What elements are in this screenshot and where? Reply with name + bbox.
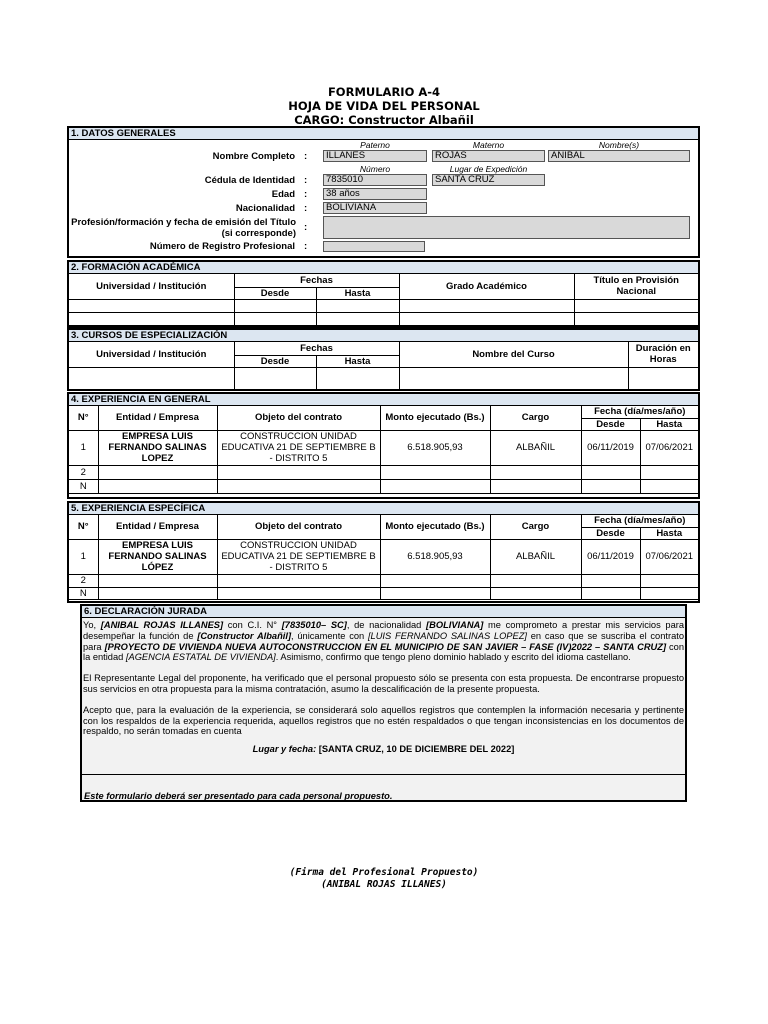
header-entidad: Entidad / Empresa: [98, 515, 217, 539]
project-name: [PROYECTO DE VIVIENDA NUEVA AUTOCONSTRUCCION EN EL MUNICIPIO DE SAN JAVIER – FASE (IV)2022 – SANTA CRUZ]: [104, 641, 667, 652]
colon: :: [304, 222, 308, 233]
declarant-ci: [7835010– SC]: [281, 620, 347, 630]
header-entidad: Entidad / Empresa: [98, 406, 217, 430]
form-title: HOJA DE VIDA DEL PERSONAL: [288, 99, 480, 113]
field-paterno: ILLANES: [323, 150, 427, 162]
header-fecha: Fecha (día/mes/año): [581, 515, 698, 527]
cell-cargo: ALBAÑIL: [490, 539, 581, 574]
caption-lugar-expedicion: Lugar de Expedición: [449, 164, 528, 174]
header-universidad: Universidad / Institución: [69, 274, 234, 299]
text: Yo,: [83, 620, 101, 630]
lugar-fecha: [83, 744, 684, 755]
declaration-paragraph-3: Acepto que, para la evaluación de la experiencia, se considerará solo aquellos registros que contemplen la información necesaria y pertinente con los respaldos de la experiencia requerida, aquellos registros que no estén respaldados o que tengan inconsistencias en los documentos de respaldo, no serán tomadas en cuenta: [83, 704, 684, 737]
cell-hasta: 07/06/2021: [640, 430, 698, 465]
label-edad: Edad: [271, 189, 295, 200]
section-formacion-academica: [67, 260, 700, 328]
table-row: [69, 587, 698, 599]
field-materno: ROJAS: [432, 150, 545, 162]
lugar-fecha-value: [SANTA CRUZ, 10 DE DICIEMBRE DEL 2022]: [316, 744, 515, 755]
field-lugar: SANTA CRUZ: [432, 174, 545, 186]
text: me comprometo a prestar mis servicios para desempeñar la función de: [83, 620, 685, 641]
header-curso: Nombre del Curso: [399, 342, 628, 367]
field-registro: [323, 241, 425, 252]
header-monto: Monto ejecutado (Bs.): [380, 406, 490, 430]
declaration-paragraph-1: [83, 620, 684, 663]
text: en caso que se suscriba el contrato para: [83, 630, 684, 652]
field-edad: 38 años: [323, 188, 427, 200]
text: , de nacionalidad: [346, 620, 427, 630]
header-titulo: Título en Provisión Nacional: [574, 274, 698, 299]
header-hasta: Hasta: [316, 355, 399, 367]
text: . Asimismo, confirmo que tengo pleno dominio hablado y escrito del idioma castellano.: [275, 652, 631, 663]
header-fecha: Fecha (día/mes/año): [581, 406, 698, 418]
header-objeto: Objeto del contrato: [217, 406, 380, 430]
header-monto: Monto ejecutado (Bs.): [380, 515, 490, 539]
cell-desde: 06/11/2019: [581, 430, 640, 465]
form-title-block: [0, 85, 768, 127]
text: con la entidad: [83, 641, 684, 663]
table-row: [69, 479, 698, 493]
cell-entidad: EMPRESA LUIS FERNANDO SALINAS LOPEZ: [98, 430, 217, 465]
header-fechas: Fechas: [234, 342, 399, 355]
signature-caption: (Firma del Profesional Propuesto): [289, 867, 479, 878]
caption-materno: Materno: [472, 140, 505, 150]
cell-n: 2: [69, 465, 98, 479]
field-ci: 7835010: [323, 174, 427, 186]
cell-n: 1: [69, 539, 98, 574]
header-universidad: Universidad / Institución: [69, 342, 234, 367]
header-fechas: Fechas: [234, 274, 399, 287]
colon: :: [304, 203, 308, 214]
cell-desde: 06/11/2019: [581, 539, 640, 574]
section-cursos: [67, 328, 700, 391]
header-n: N°: [69, 406, 98, 430]
header-cargo: Cargo: [490, 406, 581, 430]
section-experiencia-especifica: [67, 501, 700, 603]
header-cargo: Cargo: [490, 515, 581, 539]
form-code: FORMULARIO A-4: [327, 85, 441, 99]
colon: :: [304, 151, 308, 162]
label-nacionalidad: Nacionalidad: [235, 203, 295, 214]
header-desde: Desde: [581, 418, 640, 430]
formacion-table: [69, 274, 698, 326]
declarant-nationality: [BOLIVIANA]: [426, 620, 484, 630]
header-desde: Desde: [581, 527, 640, 539]
cell-monto: 6.518.905,93: [380, 539, 490, 574]
caption-numero: Número: [359, 164, 391, 174]
caption-nombres: Nombre(s): [598, 140, 640, 150]
colon: :: [304, 241, 308, 252]
cell-objeto: CONSTRUCCION UNIDAD EDUCATIVA 21 DE SEPTIEMBRE B - DISTRITO 5: [217, 430, 380, 465]
header-hasta: Hasta: [640, 418, 698, 430]
experiencia-especifica-table: [69, 515, 698, 600]
section-experiencia-general: [67, 392, 700, 499]
section-title: 5. EXPERIENCIA ESPECÍFICA: [69, 503, 698, 515]
cell-n: N: [69, 479, 98, 493]
entity-name: [AGENCIA ESTATAL DE VIVIENDA]: [125, 652, 276, 663]
cell-n: N: [69, 587, 98, 599]
header-hasta: Hasta: [640, 527, 698, 539]
label-registro: Número de Registro Profesional: [149, 241, 295, 252]
field-nacionalidad: BOLIVIANA: [323, 202, 427, 214]
cell-hasta: 07/06/2021: [640, 539, 698, 574]
header-desde: Desde: [234, 355, 316, 367]
cursos-table: [69, 342, 698, 390]
header-n: N°: [69, 515, 98, 539]
table-row: [69, 312, 698, 325]
colon: :: [304, 189, 308, 200]
cell-entidad: EMPRESA LUIS FERNANDO SALINAS LÓPEZ: [98, 539, 217, 574]
header-desde: Desde: [234, 287, 316, 299]
section-declaracion-jurada: [80, 604, 687, 802]
lugar-fecha-label: Lugar y fecha:: [252, 744, 317, 755]
caption-paterno: Paterno: [360, 140, 390, 150]
header-grado: Grado Académico: [399, 274, 574, 299]
section-title: 2. FORMACIÓN ACADÉMICA: [69, 262, 698, 274]
form-cargo: CARGO: Constructor Albañil: [294, 113, 474, 127]
colon: :: [304, 175, 308, 186]
field-profesion: [323, 216, 690, 239]
declaration-paragraph-2: El Representante Legal del proponente, ha verificado que el personal propuesto sólo se presenta con esta propuesta. De encontrarse propuesto sus servicios en otra propuesta para la misma contratación, asumo la descalificación de la presente propuesta.: [83, 673, 684, 694]
table-row: [69, 299, 698, 312]
section-title: 6. DECLARACIÓN JURADA: [82, 606, 685, 618]
table-row: [69, 465, 698, 479]
field-nombres: ANIBAL: [548, 150, 690, 162]
table-row: [69, 367, 698, 389]
cell-monto: 6.518.905,93: [380, 430, 490, 465]
table-row: [69, 539, 698, 574]
header-duracion: Duración en Horas: [628, 342, 698, 367]
text: , únicamente con: [291, 630, 368, 641]
declarant-role: [Constructor Albañil]: [197, 630, 292, 641]
section-title: 4. EXPERIENCIA EN GENERAL: [69, 394, 698, 406]
cell-n: 2: [69, 574, 98, 587]
footer-note: Este formulario deberá ser presentado para cada personal propuesto.: [84, 791, 393, 801]
experiencia-general-table: [69, 406, 698, 494]
label-profesion: Profesión/formación y fecha de emisión del Título (si corresponde): [71, 217, 296, 239]
header-objeto: Objeto del contrato: [217, 515, 380, 539]
company-name: [LUIS FERNANDO SALINAS LOPEZ]: [367, 630, 527, 641]
text: con C.I. N°: [223, 620, 282, 630]
label-nombre-completo: Nombre Completo: [212, 151, 295, 162]
table-row: [69, 574, 698, 587]
signature-name: (ANIBAL ROJAS ILLANES): [321, 879, 447, 890]
cell-cargo: ALBAÑIL: [490, 430, 581, 465]
cell-objeto: CONSTRUCCION UNIDAD EDUCATIVA 21 DE SEPTIEMBRE B - DISTRITO 5: [217, 539, 380, 574]
section-title: 1. DATOS GENERALES: [69, 128, 698, 140]
table-row: [69, 430, 698, 465]
declarant-name: [ANIBAL ROJAS ILLANES]: [100, 620, 224, 630]
label-cedula: Cédula de Identidad: [204, 175, 295, 186]
cell-n: 1: [69, 430, 98, 465]
section-title: 3. CURSOS DE ESPECIALIZACIÓN: [69, 330, 698, 342]
header-hasta: Hasta: [316, 287, 399, 299]
